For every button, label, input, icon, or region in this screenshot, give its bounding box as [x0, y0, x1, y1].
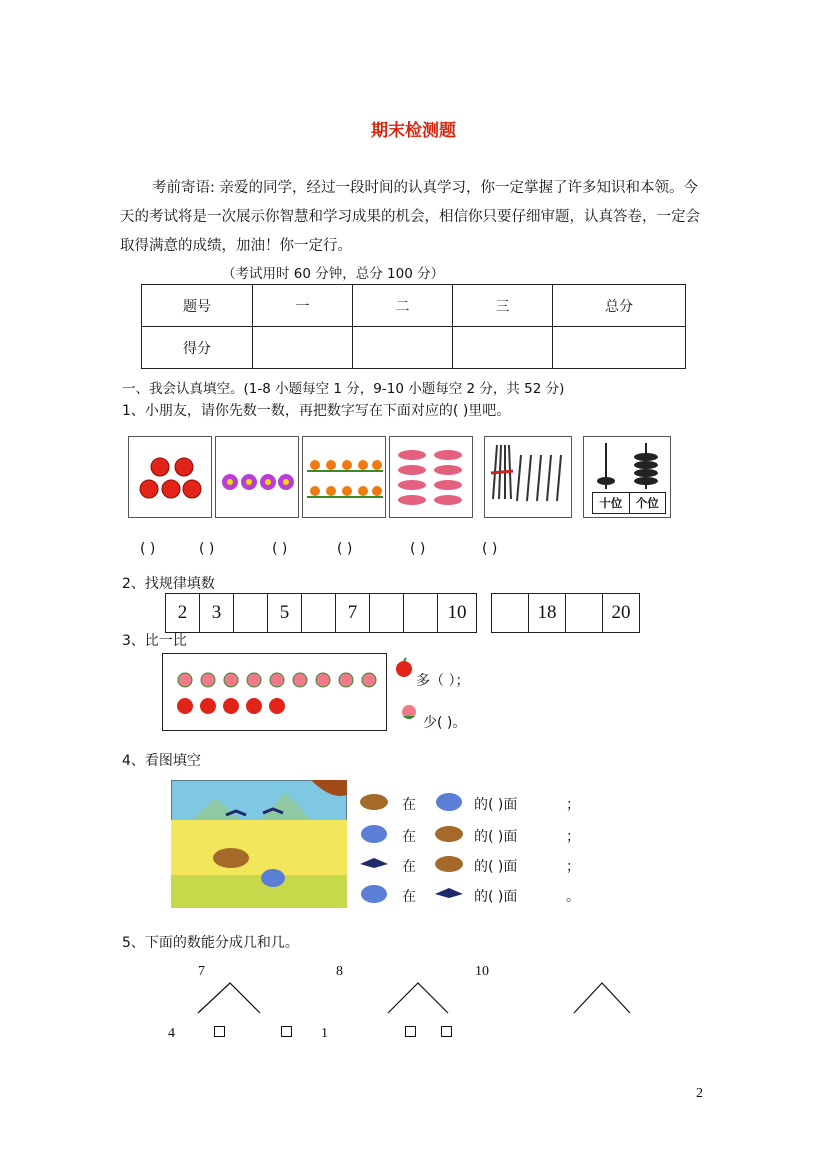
compare-more: 多（ ）； [416, 673, 470, 689]
score-header-cell: 总分 [553, 285, 686, 327]
split-part: 4 [168, 1026, 175, 1041]
sticks-picture [484, 436, 572, 518]
intro-line-2: 天的考试将是一次展示你智慧和学习成果的机会，相信你只要仔细审题，认真答卷，一定会 [120, 209, 700, 225]
dog-icon [431, 850, 467, 876]
sequence-cell[interactable] [234, 594, 268, 632]
word-zai: 在 [402, 859, 416, 875]
score-row-label: 得分 [142, 327, 253, 369]
flower-icon [216, 437, 298, 517]
sequence-cell: 10 [447, 602, 467, 623]
dog-icon [356, 788, 392, 814]
answer-box[interactable] [405, 1026, 416, 1037]
answer-blank[interactable]: ( ) [199, 541, 215, 557]
scene-picture [171, 780, 347, 908]
apple-icon [394, 657, 414, 679]
sequence-cell[interactable] [566, 594, 603, 632]
mouse-icon [356, 820, 392, 846]
peach-icon [399, 700, 419, 722]
answer-box[interactable] [214, 1026, 225, 1037]
score-cell[interactable] [253, 327, 353, 369]
position-row [356, 850, 596, 880]
mouse-icon [356, 880, 392, 906]
position-row [356, 788, 596, 818]
abacus-picture [583, 436, 671, 518]
stick-bundle-icon [485, 437, 571, 517]
abacus-tens-label: 十位 [593, 493, 630, 513]
answer-box[interactable] [441, 1026, 452, 1037]
sequence-cell[interactable] [302, 594, 336, 632]
split-number: 10 [475, 964, 489, 979]
question-4: 4、看图填空 [122, 753, 201, 769]
intro-line-3: 取得满意的成绩，加油！你一定行。 [120, 238, 352, 254]
answer-blank[interactable]: ( ) [482, 541, 498, 557]
sequence-cell[interactable] [492, 594, 529, 632]
punctuation: ； [566, 829, 580, 845]
question-3: 3、比一比 [122, 633, 187, 649]
sequence-b [491, 593, 640, 633]
question-5: 5、下面的数能分成几和几。 [122, 935, 299, 951]
snails-picture [302, 436, 386, 518]
sequence-cell[interactable] [370, 594, 404, 632]
bird-icon [431, 880, 467, 906]
score-header-cell: 三 [453, 285, 553, 327]
score-cell[interactable] [553, 327, 686, 369]
fish-icon [390, 437, 472, 517]
answer-blank[interactable]: 的( )面 [474, 889, 518, 905]
answer-blank[interactable]: ( ) [140, 541, 156, 557]
bird-icon [356, 850, 392, 876]
question-2: 2、找规律填数 [122, 576, 215, 592]
peach-and-apple-icons [163, 654, 386, 730]
split-number: 7 [198, 964, 205, 979]
answer-box[interactable] [281, 1026, 292, 1037]
dog-icon [431, 820, 467, 846]
sequence-cell: 20 [611, 602, 631, 623]
word-zai: 在 [402, 797, 416, 813]
fish-picture [389, 436, 473, 518]
mouse-icon [431, 788, 467, 814]
punctuation: ； [566, 797, 580, 813]
compare-box [162, 653, 387, 731]
answer-blank[interactable]: 的( )面 [474, 797, 518, 813]
score-table [141, 284, 686, 369]
answer-blank[interactable]: ( ) [337, 541, 353, 557]
page-number: 2 [696, 1086, 703, 1101]
page-title: 期末检测题 [371, 121, 456, 141]
section-heading: 一、我会认真填空。(1-8 小题每空 1 分，9-10 小题每空 2 分，共 52 分) [122, 381, 565, 397]
split-number: 8 [336, 964, 343, 979]
compare-less: 少( )。 [423, 715, 467, 731]
punctuation: ； [566, 859, 580, 875]
sequence-cell: 7 [336, 594, 370, 632]
sequence-a [165, 593, 477, 633]
sequence-cell[interactable] [404, 594, 438, 632]
sequence-cell: 18 [529, 594, 566, 632]
score-header-cell: 二 [353, 285, 453, 327]
punctuation: 。 [566, 889, 580, 905]
flowers-picture [215, 436, 299, 518]
score-header-cell: 一 [253, 285, 353, 327]
question-1: 1、小朋友，请你先数一数，再把数字写在下面对应的( )里吧。 [122, 403, 511, 419]
snail-icon [303, 437, 385, 517]
answer-blank[interactable]: 的( )面 [474, 829, 518, 845]
time-note: （考试用时 60 分钟，总分 100 分） [222, 266, 445, 282]
apples-picture [128, 436, 212, 518]
position-row [356, 880, 596, 910]
sequence-cell: 2 [166, 594, 200, 632]
answer-blank[interactable]: 的( )面 [474, 859, 518, 875]
split-part: 1 [321, 1026, 328, 1041]
position-row [356, 820, 596, 850]
score-cell[interactable] [353, 327, 453, 369]
answer-blank[interactable]: ( ) [410, 541, 426, 557]
word-zai: 在 [402, 889, 416, 905]
word-zai: 在 [402, 829, 416, 845]
sequence-cell: 3 [200, 594, 234, 632]
score-cell[interactable] [453, 327, 553, 369]
intro-line-1: 考前寄语: 亲爱的同学，经过一段时间的认真学习，你一定掌握了许多知识和本领。今 [152, 180, 698, 196]
score-header-cell: 题号 [142, 285, 253, 327]
split-branches [190, 980, 650, 1020]
sequence-cell: 5 [268, 594, 302, 632]
abacus-ones-label: 个位 [635, 496, 659, 510]
position-questions [356, 788, 596, 908]
apple-icon [129, 437, 211, 517]
answer-blank[interactable]: ( ) [272, 541, 288, 557]
abacus-icon [584, 437, 670, 491]
